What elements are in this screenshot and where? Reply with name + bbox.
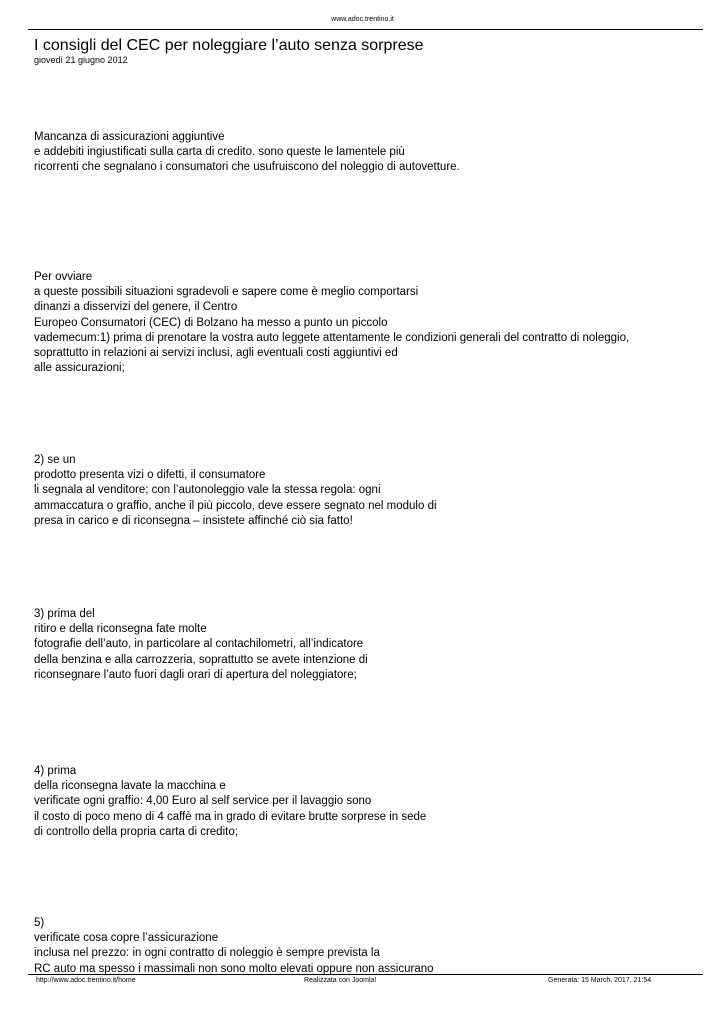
text-line: alle assicurazioni;	[34, 362, 125, 375]
footer-generated-date: Generata: 15 March, 2017, 21:54	[548, 977, 652, 984]
paragraph-tip-4	[34, 764, 426, 840]
text-line: riconsegnare l’auto fuori dagli orari di apertura del noleggiatore;	[34, 668, 357, 681]
text-line: RC auto ma spesso i massimali non sono molto elevati oppure non assicurano	[34, 962, 434, 975]
text-line: 4) prima	[34, 765, 77, 777]
text-line: Mancanza di assicurazioni aggiuntive	[34, 131, 225, 143]
text-line: ammaccatura o graffio, anche il più piccolo, deve essere segnato nel modulo di	[34, 499, 437, 512]
text-line: fotografie dell’auto, in particolare al contachilometri, all’indicatore	[34, 638, 364, 651]
article-date: giovedì 21 giugno 2012	[34, 55, 128, 65]
text-line: Per ovviare	[34, 271, 93, 283]
text-line: dinanzi a disservizi del genere, il Centro	[34, 301, 238, 314]
text-line: ritiro e della riconsegna fate molte	[34, 623, 207, 636]
paragraph-tip-5	[34, 916, 434, 977]
text-line: soprattutto in relazioni ai servizi inclusi, agli eventuali costi aggiuntivi ed	[34, 347, 398, 360]
text-line: della benzina e alla carrozzeria, soprattutto se avete intenzione di	[34, 653, 368, 666]
paragraph-tip-2	[34, 453, 437, 529]
header-site-url: www.adoc.trentino.it	[331, 16, 394, 23]
paragraph-intro	[34, 130, 460, 176]
paragraph-tip-1	[34, 270, 629, 376]
text-line: Europeo Consumatori (CEC) di Bolzano ha messo a punto un piccolo	[34, 316, 388, 329]
footer-divider	[28, 974, 703, 975]
text-line: 5)	[34, 917, 45, 929]
text-line: il costo di poco meno di 4 caffè ma in grado di evitare brutte sorprese in sede	[34, 810, 427, 823]
text-line: presa in carico e di riconsegna – insistete affinché ciò sia fatto!	[34, 514, 353, 527]
text-line: di controllo della propria carta di credito;	[34, 825, 238, 838]
text-line: prodotto presenta vizi o difetti, il consumatore	[34, 469, 266, 482]
text-line: li segnala al venditore; con l’autonoleggio vale la stessa regola: ogni	[34, 484, 381, 497]
text-line: ricorrenti che segnalano i consumatori che usufruiscono del noleggio di autovetture.	[34, 161, 460, 174]
text-line: della riconsegna lavate la macchina e	[34, 780, 226, 793]
paragraph-tip-3	[34, 607, 368, 683]
text-line: verificate cosa copre l’assicurazione	[34, 932, 219, 945]
text-line: e addebiti ingiustificati sulla carta di credito. sono queste le lamentele più	[34, 146, 405, 159]
text-line: verificate ogni graffio: 4,00 Euro al self service per il lavaggio sono	[34, 795, 372, 808]
header-divider	[28, 29, 703, 30]
text-line: inclusa nel prezzo: in ogni contratto di noleggio è sempre prevista la	[34, 947, 380, 960]
text-line: 2) se un	[34, 454, 76, 466]
text-line: 3) prima del	[34, 608, 95, 620]
footer-credit: Realizzata con Joomla!	[304, 977, 377, 984]
text-line: a queste possibili situazioni sgradevoli e sapere come è meglio comportarsi	[34, 286, 419, 299]
article-title: I consigli del CEC per noleggiare l’auto senza sorprese	[34, 37, 424, 54]
footer-home-link[interactable]: http://www.adoc.trentino.it/home	[36, 977, 136, 984]
text-line: vademecum:1) prima di prenotare la vostra auto leggete attentamente le condizioni generali del contratto di noleggio,	[34, 331, 630, 344]
